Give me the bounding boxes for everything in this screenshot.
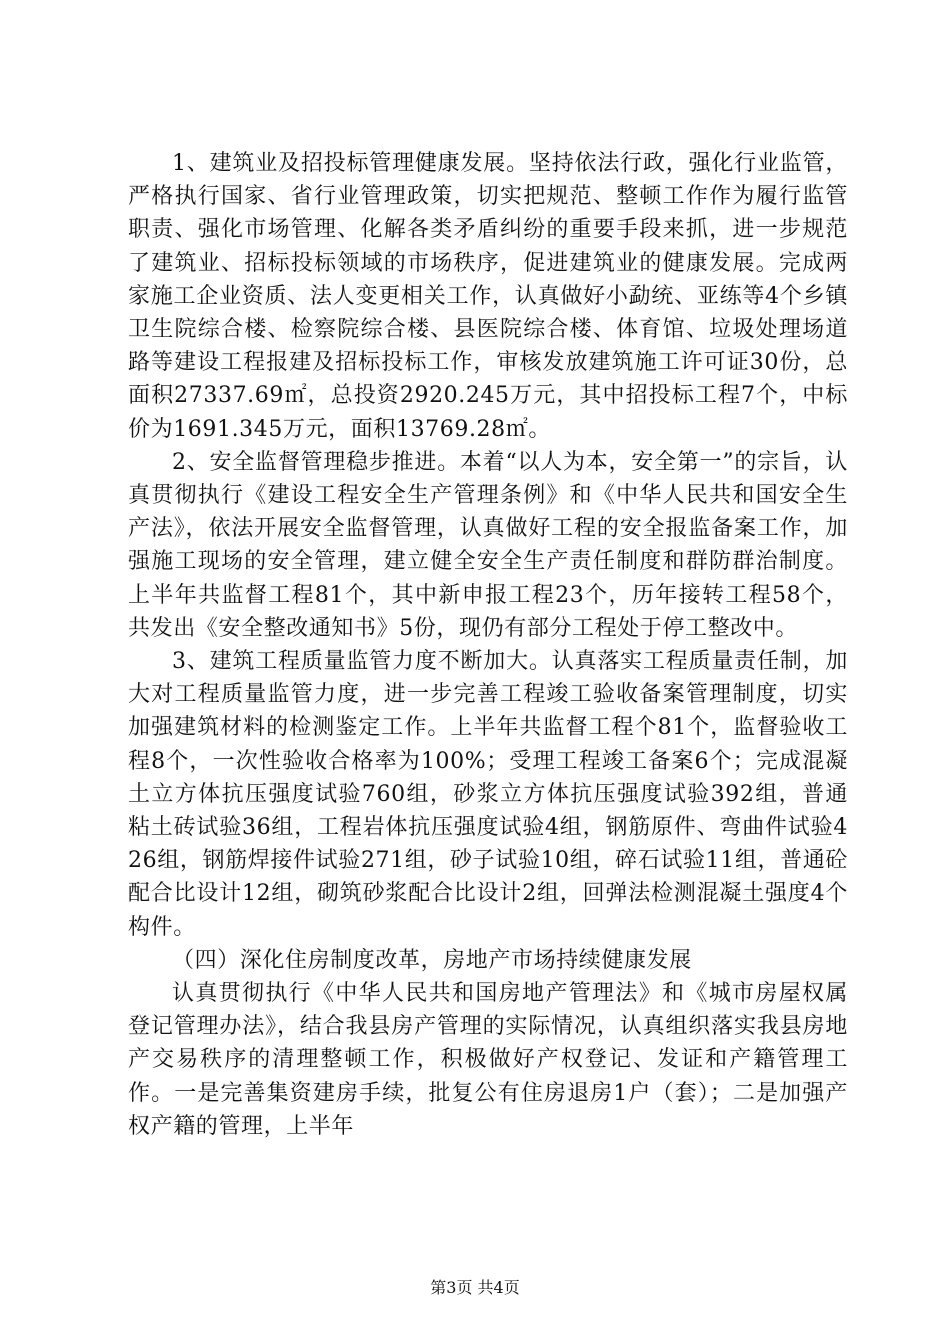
paragraph-real-estate-management: 认真贯彻执行《中华人民共和国房地产管理法》和《城市房屋权属登记管理办法》，结合我县房产管理的实际情况，认真组织落实我县房地产交易秩序的清理整顿工作，积极做好产权登记、发证和产籍管理工作。一是完善集资建房手续，批复公有住房退房1户（套）；二是加强产权产籍的管理，上半年 [128, 981, 848, 1139]
section-heading-housing-reform: （四）深化住房制度改革，房地产市场持续健康发展 [172, 947, 692, 973]
paragraph-safety-supervision: 2、安全监督管理稳步推进。本着“以人为本，安全第一”的宗旨，认真贯彻执行《建设工程安全生产管理条例》和《中华人民共和国安全生产法》，依法开展安全监督管理，认真做好工程的安全报监备案工作，加强施工现场的安全管理，建立健全安全生产责任制度和群防群治制度。上半年共监督工程81个，其中新申报工程23个，历年接转工程58个，共发出《安全整改通知书》5份，现仍有部分工程处于停工整改中。 [128, 449, 848, 641]
paragraph-construction-bidding: 1、建筑业及招投标管理健康发展。坚持依法行政，强化行业监管，严格执行国家、省行业管理政策，切实把规范、整顿工作作为履行监管职责、强化市场管理、化解各类矛盾纠纷的重要手段来抓，进一步规范了建筑业、招标投标领域的市场秩序，促进建筑业的健康发展。完成两家施工企业资质、法人变更相关工作，认真做好小勐统、亚练等4个乡镇卫生院综合楼、检察院综合楼、县医院综合楼、体育馆、垃圾处理场道路等建设工程报建及招标投标工作，审核发放建筑施工许可证30份，总面积27337.69㎡，总投资2920.245万元，其中招投标工程7个，中标价为1691.345万元，面积13769.28㎡。 [128, 151, 848, 442]
paragraph-quality-supervision: 3、建筑工程质量监管力度不断加大。认真落实工程质量责任制，加大对工程质量监管力度，进一步完善工程竣工验收备案管理制度，切实加强建筑材料的检测鉴定工作。上半年共监督工程个81个，监督验收工程8个，一次性验收合格率为100%；受理工程竣工备案6个；完成混凝土立方体抗压强度试验760组，砂浆立方体抗压强度试验392组，普通粘土砖试验36组，工程岩体抗压强度试验4组，钢筋原件、弯曲件试验426组，钢筋焊接件试验271组，砂子试验10组，碎石试验11组，普通砼配合比设计12组，砌筑砂浆配合比设计2组，回弹法检测混凝土强度4个构件。 [128, 649, 848, 940]
document-body [128, 147, 848, 1143]
page-footer: 第3页 共4页 [430, 1278, 520, 1297]
